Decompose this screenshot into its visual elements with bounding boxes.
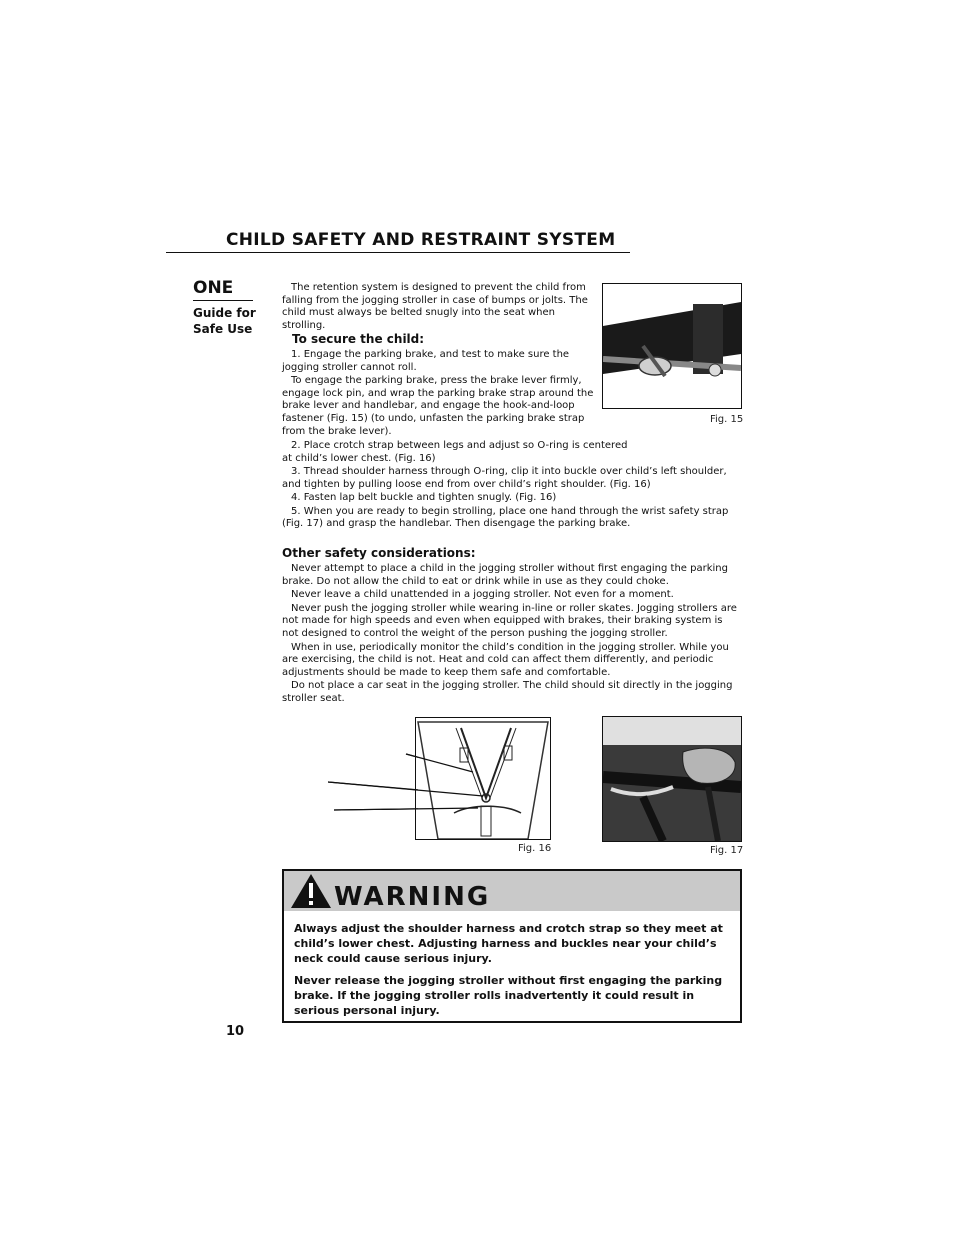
figure-15-image: [602, 283, 742, 409]
warning-box: [282, 869, 742, 1023]
secure-steps-wide: [282, 466, 738, 532]
page-number: 10: [226, 1024, 245, 1039]
figure-17-image: [602, 716, 742, 842]
brake-handle-illustration: [603, 284, 741, 408]
secure-steps-narrow: [282, 349, 600, 439]
secure-step-2-block: [282, 440, 636, 466]
figure-16-caption: Fig. 16: [518, 843, 552, 854]
chapter-subtitle-line2: Safe Use: [193, 322, 253, 336]
secure-heading: To secure the child:: [292, 332, 425, 346]
secure-brake-instructions: To engage the parking brake, press the brake lever firmly, engage lock pin, and wrap the parking brake strap around the brake lever and handlebar, and engage the hook-and-loop fastener (Fig. 15) (to undo, unfasten the parking brake strap from the brake lever).: [282, 375, 594, 437]
chapter-subtitle-line1: Guide for: [193, 306, 256, 320]
other-p1: Never attempt to place a child in the jogging stroller without first engaging the parking brake. Do not allow the child to eat or drink while in use as they could choke.: [282, 563, 728, 587]
secure-step-3: 3. Thread shoulder harness through O-ring, clip it into buckle over child’s left shoulder, and tighten by pulling loose end from over child’s right shoulder. (Fig. 16): [282, 466, 727, 490]
warning-header: [284, 871, 740, 911]
figure-15-caption: Fig. 15: [710, 414, 744, 425]
warning-paragraph-2: Never release the jogging stroller without first engaging the parking brake. If the jogging stroller rolls inadvertently it could result in serious personal injury.: [294, 974, 723, 1017]
secure-step-1: 1. Engage the parking brake, and test to make sure the jogging stroller cannot roll.: [282, 349, 570, 373]
other-p2: Never leave a child unattended in a jogging stroller. Not even for a moment.: [291, 589, 674, 601]
intro-paragraph: The retention system is designed to prevent the child from falling from the jogging stroller in case of bumps or jolts. The child must always be belted snugly into the seat when strolling.: [282, 282, 588, 331]
other-heading: Other safety considerations:: [282, 546, 476, 560]
secure-step-2: 2. Place crotch strap between legs and adjust so O-ring is centered at child’s lower chest. (Fig. 16): [282, 440, 628, 464]
other-p5: Do not place a car seat in the jogging stroller. The child should sit directly in the jogging stroller seat.: [282, 680, 733, 704]
other-p4: When in use, periodically monitor the child’s condition in the jogging stroller. While you are exercising, the child is not. Heat and cold can affect them differently, and periodic adjustments should be made to keep them safe and comfortable.: [282, 641, 729, 678]
secure-step-4: 4. Fasten lap belt buckle and tighten snugly. (Fig. 16): [291, 492, 557, 504]
figure-17-caption: Fig. 17: [710, 845, 744, 856]
secure-step-5: 5. When you are ready to begin strolling, place one hand through the wrist safety strap (Fig. 17) and grasp the handlebar. Then disengage the parking brake.: [282, 505, 729, 530]
chapter-rule: [193, 300, 253, 301]
wrist-strap-illustration: [603, 717, 741, 841]
other-p3: Never push the jogging stroller while wearing in-line or roller skates. Jogging strollers are not made for high speeds and even when equipped with brakes, their braking system is not designed to control the weight of the person pushing the jogging stroller.: [282, 602, 737, 639]
figure-16-callouts: [328, 748, 488, 818]
section-title: CHILD SAFETY AND RESTRAINT SYSTEM: [226, 230, 616, 250]
warning-title: WARNING: [334, 882, 491, 912]
other-safety-block: [282, 563, 742, 707]
warning-body: [294, 921, 730, 1025]
warning-paragraph-1: Always adjust the shoulder harness and crotch strap so they meet at child’s lower chest. Adjusting harness and buckles near your child’s neck could cause serious injury.: [294, 922, 723, 965]
chapter-subtitle: [193, 305, 263, 337]
title-rule: [166, 252, 630, 253]
chapter-label: ONE: [193, 278, 234, 298]
warning-triangle-icon: [290, 873, 332, 909]
intro-block: [282, 282, 594, 333]
